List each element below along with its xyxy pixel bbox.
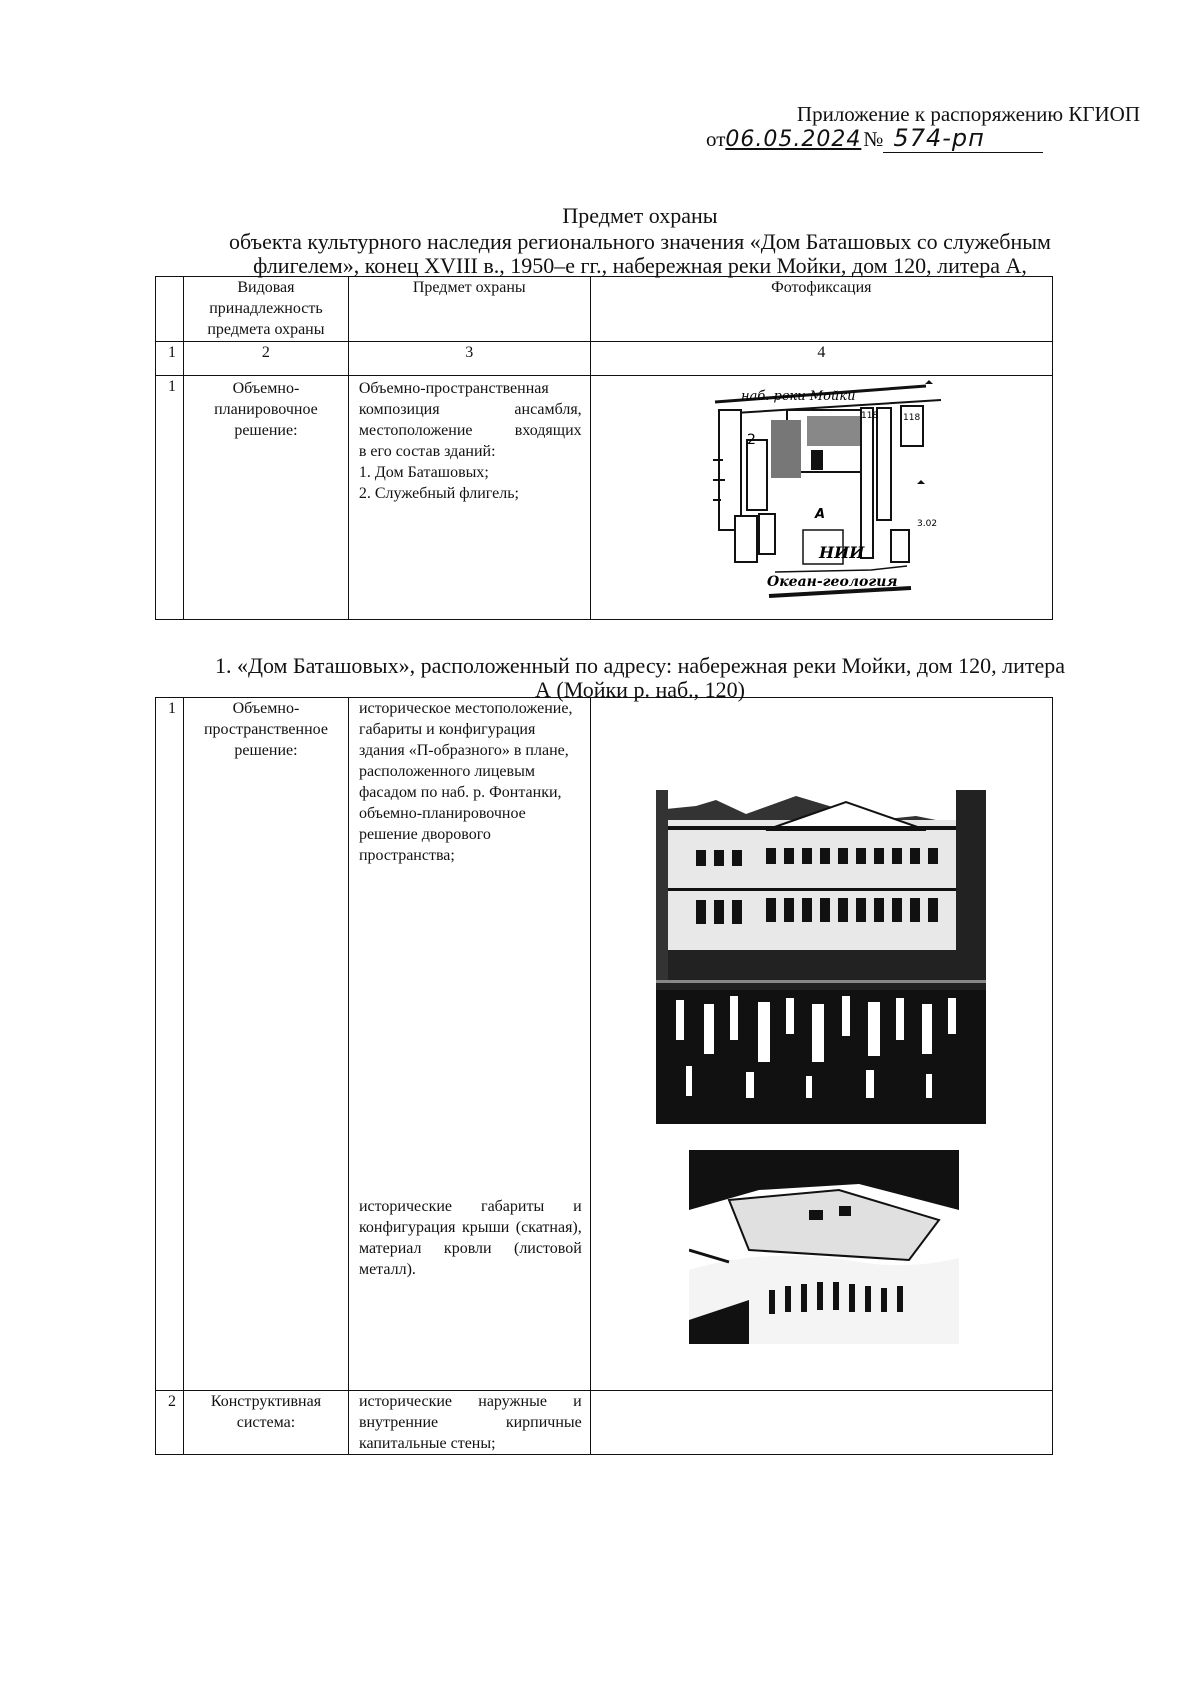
- order-number: 574-рп: [883, 124, 1043, 153]
- number-sign: №: [863, 127, 884, 151]
- map-street-label: наб. реки Мойки: [740, 389, 856, 404]
- subject-line: в его состав зданий:: [358, 443, 496, 460]
- subject-line: композиция ансамбля,: [358, 401, 582, 418]
- row-category: Объемно-планировочное решение:: [183, 376, 348, 620]
- subject-line: местоположение входящих: [358, 422, 582, 439]
- table-header-row: [156, 277, 1053, 342]
- header-cell-photo: Фотофиксация: [590, 277, 1052, 342]
- numbering-cell: 3: [348, 342, 590, 376]
- row-category: Объемно-пространственное решение:: [183, 698, 348, 1391]
- roof-photo: [689, 1150, 959, 1344]
- row-subject: исторические наружные и внутренние кирпичные капитальные стены;: [348, 1391, 590, 1455]
- subject-line: Объемно-пространственная: [358, 380, 549, 397]
- row-category: Конструктивная система:: [183, 1391, 348, 1455]
- map-org2-label: Океан-геология: [766, 574, 898, 590]
- row-subject: [348, 698, 590, 1391]
- order-date: 06.05.2024: [725, 127, 862, 152]
- protection-table-1: [155, 276, 1053, 620]
- header-cell-subject: Предмет охраны: [348, 277, 590, 342]
- row-number: 1: [156, 376, 184, 620]
- table-row: [156, 1391, 1053, 1455]
- facade-photo: [656, 790, 986, 1124]
- photo-cell: [590, 376, 1052, 620]
- row-number: 1: [156, 698, 184, 1391]
- subject-text-a: историческое местоположение, габариты и конфигурация здания «П-образного» в плане, расположенного лицевым фасадом по наб. р. Фонтанки, объемно-планировочное решение дворового пространства;: [358, 700, 573, 864]
- table-row: [156, 698, 1053, 1391]
- order-date-line: [706, 124, 1043, 153]
- doc-title: Предмет охраны: [562, 203, 718, 228]
- section-heading-2: А (Мойки р. наб., 120): [534, 677, 746, 702]
- numbering-row: [156, 342, 1053, 376]
- section-heading: 1. «Дом Баташовых», расположенный по адресу: набережная реки Мойки, дом 120, литера: [214, 653, 1066, 678]
- header-cell-num: [156, 277, 184, 342]
- photo-cell: [590, 698, 1052, 1391]
- subject-text-b: исторические габариты и конфигурация крыши (скатная), материал кровли (листовой металл).: [358, 1198, 582, 1278]
- subject-line: 2. Служебный флигель;: [358, 485, 519, 502]
- map-mark-label: 3.02: [916, 519, 937, 529]
- map-num-label: 2: [746, 432, 756, 448]
- photo-cell: [590, 1391, 1052, 1455]
- doc-subtitle-2: флигелем», конец XVIII в., 1950–е гг., набережная реки Мойки, дом 120, литера А,: [253, 253, 1027, 278]
- numbering-cell: 4: [590, 342, 1052, 376]
- map-house-label: 118: [860, 411, 878, 421]
- from-prefix: от: [706, 127, 726, 151]
- annex-title: Приложение к распоряжению КГИОП: [796, 102, 1140, 126]
- subject-line: 1. Дом Баташовых;: [358, 464, 489, 481]
- row-subject: [348, 376, 590, 620]
- map-house2-label: 118: [902, 413, 920, 423]
- header-cell-category: Видовая принадлежность предмета охраны: [183, 277, 348, 342]
- numbering-cell: 2: [183, 342, 348, 376]
- numbering-cell: 1: [156, 342, 184, 376]
- protection-table-2: [155, 697, 1053, 1455]
- row-number: 2: [156, 1391, 184, 1455]
- site-plan-map: [711, 380, 953, 610]
- table-row: [156, 376, 1053, 620]
- map-letter-label: А: [814, 507, 825, 522]
- doc-subtitle-1: объекта культурного наследия регионального значения «Дом Баташовых со служебным: [229, 229, 1051, 254]
- map-org1-label: НИИ: [818, 543, 865, 562]
